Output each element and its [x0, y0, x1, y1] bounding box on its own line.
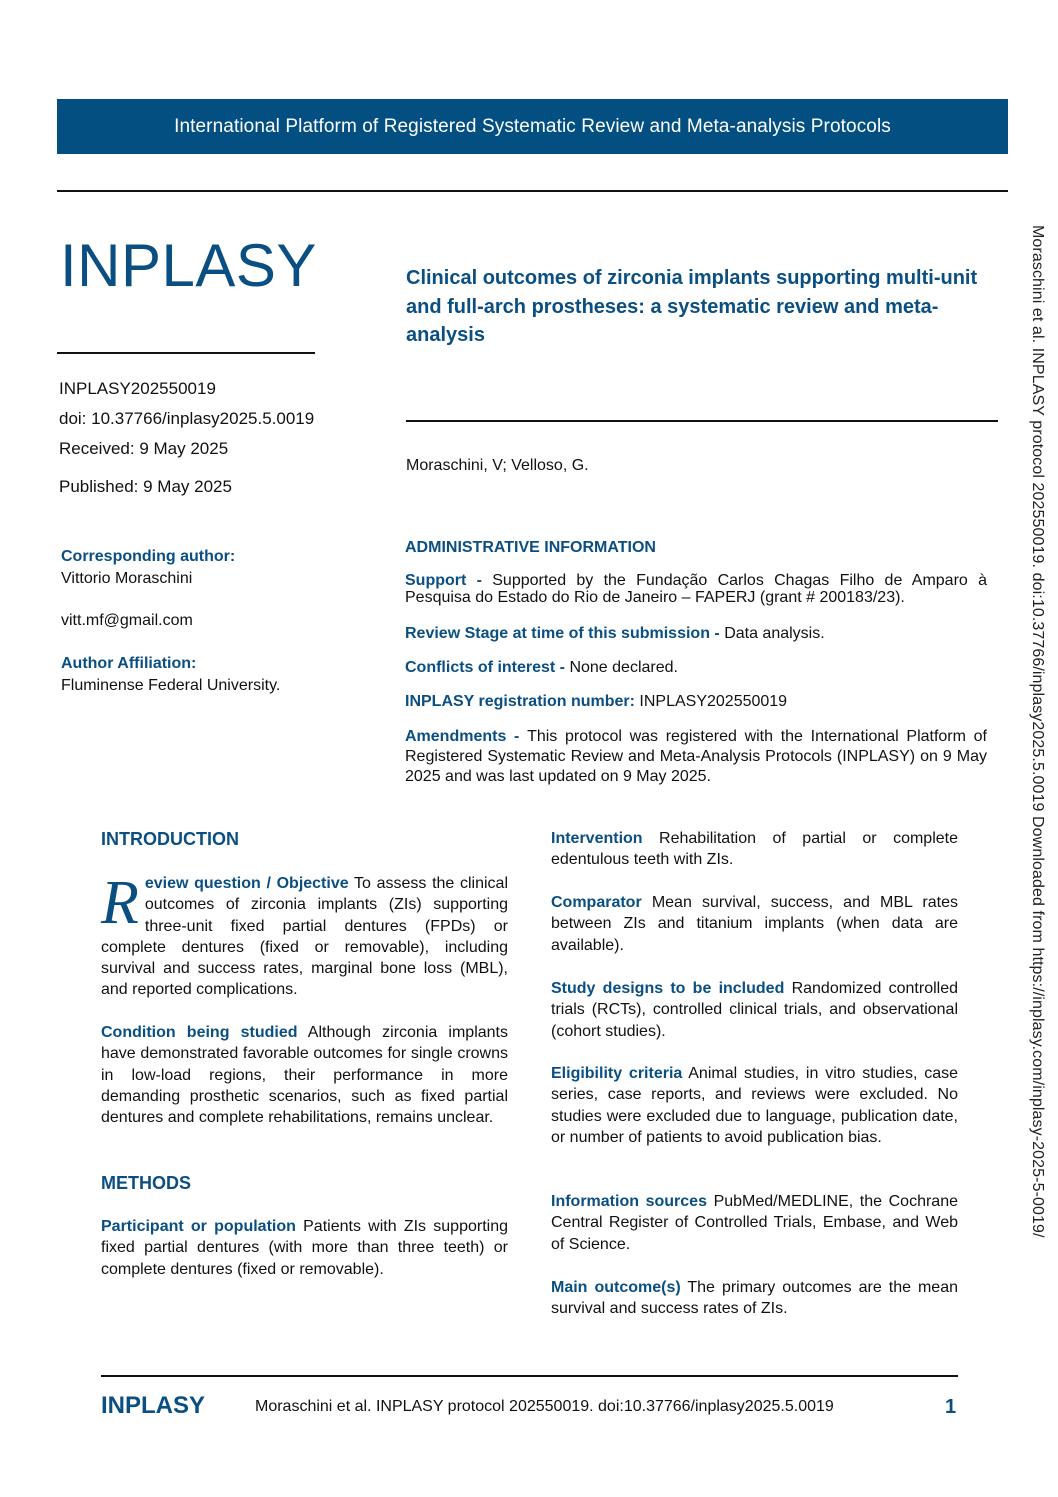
- participant-text: Patients with ZIs supporting fixed partial dentures (with more than three teeth) or complete dentures (fixed or removable).: [101, 1218, 509, 1278]
- review-stage-text: Data analysis.: [724, 625, 825, 642]
- admin-review-stage: [405, 624, 987, 644]
- support-label: Support -: [405, 572, 493, 589]
- review-question-paragraph: [101, 869, 509, 1001]
- admin-conflicts: [405, 658, 987, 678]
- conflicts-label: Conflicts of interest -: [405, 659, 570, 676]
- review-stage-label: Review Stage at time of this submission -: [405, 625, 725, 642]
- study-designs-text: Randomized controlled trials (RCTs), controlled clinical trials, and observational (cohort studies).: [551, 980, 959, 1040]
- comparator-paragraph: [551, 892, 958, 956]
- banner-title: International Platform of Registered Systematic Review and Meta-analysis Protocols: [174, 115, 891, 137]
- main-outcomes-label: Main outcome(s): [551, 1279, 681, 1296]
- information-sources-paragraph: [551, 1191, 958, 1255]
- review-question-label: eview question / Objective: [144, 875, 349, 892]
- logo-divider: [57, 352, 315, 354]
- intervention-paragraph: [551, 828, 958, 871]
- support-text: Supported by the Fundação Carlos Chagas Filho de Amparo à Pesquisa do Estado do Rio de Janeiro – FAPERJ (grant # 200183/23).: [405, 572, 987, 606]
- introduction-heading: INTRODUCTION: [101, 829, 239, 849]
- study-designs-label: Study designs to be included: [551, 980, 785, 997]
- footer-logo: INPLASY: [101, 1392, 206, 1419]
- header-divider: [57, 190, 1008, 192]
- footer-citation: Moraschini et al. INPLASY protocol 202550019. doi:10.37766/inplasy2025.5.0019: [255, 1398, 834, 1415]
- admin-amendments: [405, 727, 987, 787]
- received-date: Received: 9 May 2025: [59, 439, 229, 458]
- author-list: Moraschini, V; Velloso, G.: [406, 457, 589, 474]
- main-outcomes-text: The primary outcomes are the mean survival and success rates of ZIs.: [551, 1279, 958, 1318]
- study-designs-paragraph: [551, 978, 958, 1042]
- author-email[interactable]: vitt.mf@gmail.com: [61, 612, 193, 629]
- footer-divider: [101, 1375, 958, 1377]
- published-date: Published: 9 May 2025: [59, 477, 232, 496]
- main-outcomes-paragraph: [551, 1277, 958, 1320]
- header-banner: [57, 99, 1008, 154]
- condition-label: Condition being studied: [101, 1024, 298, 1041]
- condition-text: Although zirconia implants have demonstrated favorable outcomes for single crowns in low-load regions, their performance in more demanding prosthetic scenarios, such as fixed partial dentures and complete rehabilitations, remains unclear.: [101, 1024, 509, 1127]
- affiliation-label: Author Affiliation:: [61, 655, 197, 672]
- conflicts-text: None declared.: [569, 659, 678, 676]
- amendments-text: This protocol was registered with the International Platform of Registered Systematic Review and Meta-Analysis Protocols (INPLASY) on 9 May 2025 and was last updated on 9 May 2025.: [405, 728, 987, 785]
- eligibility-label: Eligibility criteria: [551, 1065, 683, 1082]
- inplasy-logo: INPLASY: [60, 232, 317, 299]
- dropcap-letter: R: [101, 869, 139, 937]
- affiliation-text: Fluminense Federal University.: [61, 677, 281, 694]
- admin-support: [405, 572, 987, 606]
- comparator-text: Mean survival, success, and MBL rates between ZIs and titanium implants (when data are available).: [551, 894, 958, 954]
- intervention-label: Intervention: [551, 830, 643, 847]
- corresponding-author-label: Corresponding author:: [61, 548, 236, 565]
- information-sources-label: Information sources: [551, 1193, 707, 1210]
- registration-text: INPLASY202550019: [639, 693, 788, 710]
- corresponding-author-name: Vittorio Moraschini: [61, 570, 193, 587]
- intervention-text: Rehabilitation of partial or complete edentulous teeth with ZIs.: [551, 830, 958, 869]
- review-question-text: To assess the clinical outcomes of zirconia implants (ZIs) supporting three-unit fixed partial dentures (FPDs) or complete dentures (fixed or removable), including survival and success rates, marginal bone loss (MBL), and reported complications.: [101, 875, 509, 999]
- doi-link[interactable]: doi: 10.37766/inplasy2025.5.0019: [59, 409, 315, 428]
- participant-label: Participant or population: [101, 1218, 296, 1235]
- admin-registration: [405, 692, 987, 712]
- title-divider: [406, 420, 998, 422]
- registration-label: INPLASY registration number:: [405, 693, 640, 710]
- admin-heading-text: ADMINISTRATIVE INFORMATION: [405, 539, 656, 556]
- registration-id: INPLASY202550019: [59, 379, 216, 398]
- methods-heading: METHODS: [101, 1173, 191, 1193]
- side-margin-citation[interactable]: Moraschini et al. INPLASY protocol 202550019. doi:10.37766/inplasy2025.5.0019 Downloaded from https://inplasy.com/inplasy-2025-5-0019/: [1029, 225, 1046, 1238]
- information-sources-text: PubMed/MEDLINE, the Cochrane Central Register of Controlled Trials, Embase, and Web of Science.: [551, 1193, 958, 1253]
- participant-paragraph: [101, 1216, 508, 1280]
- eligibility-paragraph: [551, 1063, 958, 1148]
- page-number: 1: [945, 1396, 957, 1418]
- admin-heading: [405, 538, 987, 558]
- comparator-label: Comparator: [551, 894, 642, 911]
- eligibility-text: Animal studies, in vitro studies, case series, case reports, and reviews were excluded. No studies were excluded due to language, publication date, or number of patients to avoid publication bias.: [551, 1065, 959, 1146]
- condition-paragraph: [101, 1022, 508, 1128]
- article-title: Clinical outcomes of zirconia implants supporting multi-unit and full-arch prostheses: a systematic review and meta-analysis: [406, 267, 978, 346]
- amendments-label: Amendments -: [405, 728, 528, 745]
